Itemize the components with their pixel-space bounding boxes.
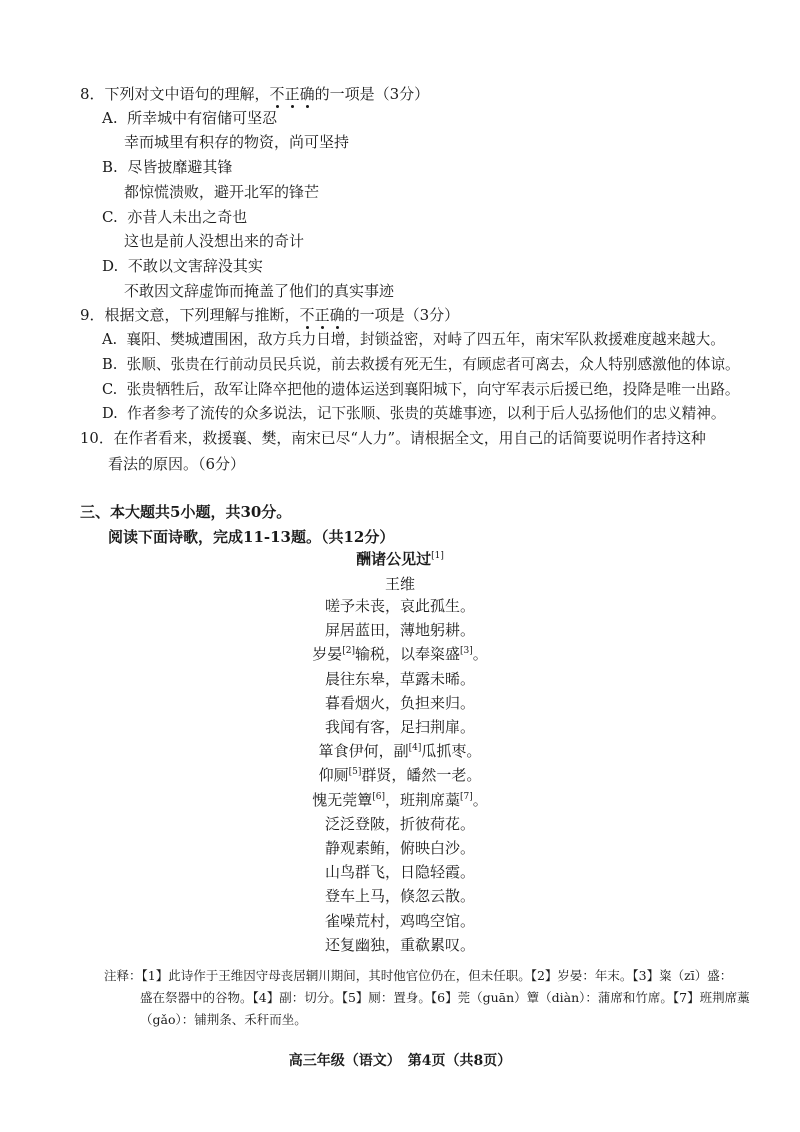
- footnote-ref: [7]: [460, 791, 473, 802]
- poem-line: [0, 886, 800, 906]
- poem-text: 仰厕: [318, 766, 349, 785]
- footnote-ref: [6]: [372, 791, 385, 802]
- poem-text: 山鸟群飞，日隐轻霞。: [324, 863, 475, 882]
- q10-stem-cont: 看法的原因。（6分）: [108, 455, 246, 473]
- page-footer: 高三年级（语文） 第4页（共8页）: [288, 1053, 512, 1069]
- poem-text: 我闻有客，足扫荆扉。: [324, 718, 475, 736]
- q8-option-b: B. 尽皆披靡避其锋: [102, 158, 233, 176]
- poem-text: 暮看烟火，负担来归。: [324, 693, 475, 712]
- emphasis-dot-char: 不: [269, 85, 285, 103]
- footnote-ref: [1]: [431, 551, 444, 561]
- q8-option-a: A. 所幸城中有宿储可坚忍: [102, 109, 278, 127]
- poem-line: [0, 838, 800, 858]
- poem-title: 酬诸公见过[1]: [356, 550, 444, 568]
- poem-line: [0, 790, 800, 810]
- annotation-line: 盛在祭器中的谷物。【4】副：切分。【5】厕：置身。【6】莞（guān）簟（diàn）：蒲席和竹席。【7】班荆席藁: [140, 990, 750, 1005]
- poem-line: [0, 765, 800, 785]
- poem-line: [0, 717, 800, 737]
- poem-text: 晨往东皋，草露未晞。: [324, 669, 475, 688]
- poem-text: 登车上马，倏忽云散。: [324, 887, 475, 906]
- footnote-ref: [5]: [348, 767, 362, 778]
- poem-text: 。: [472, 645, 488, 664]
- q8-option-b-meaning: 都惊慌溃败，避开北军的锋芒: [124, 183, 320, 201]
- footnote-ref: [4]: [408, 743, 422, 754]
- poem-line: [0, 935, 800, 955]
- poem-text: 瓜抓枣。: [421, 742, 482, 761]
- poem-line: [0, 620, 800, 640]
- q9-option-c: C. 张贵牺牲后，敌军让降卒把他的遗体运送到襄阳城下，向守军表示后援已绝，投降是唯一出路。: [102, 381, 740, 398]
- q9-option-b: B. 张顺、张贵在行前动员民兵说，前去救援有死无生，有顾虑者可离去，众人特别感激他的体谅。: [102, 356, 740, 373]
- q9-option-a: A. 襄阳、樊城遭围困，敌方兵力日增，封锁益密，对峙了四五年，南宋军队救援难度越来越大。: [102, 331, 725, 348]
- footnote-ref: [2]: [342, 646, 355, 657]
- emphasis-dot-char: 不: [299, 306, 315, 324]
- emphasis-dot-char: 正: [314, 306, 330, 324]
- poem-text: 岁晏: [312, 645, 343, 664]
- q9-stem: 9．根据文意，下列理解与推断，不正确的一项是（3分）: [80, 306, 460, 324]
- poem-line: [0, 814, 800, 834]
- section-heading: 三、本大题共5小题，共30分。: [80, 503, 292, 521]
- q9-option-d: D. 作者参考了流传的众多说法，记下张顺、张贵的英雄事迹，以利于后人弘扬他们的忠义精神。: [102, 405, 726, 422]
- poem-text: 还复幽独，重欷累叹。: [324, 935, 475, 954]
- poem-text: 泛泛登陂，折彼荷花。: [324, 814, 475, 833]
- poem-text: 输税，以奉粢盛: [354, 645, 460, 664]
- q10-stem: 10．在作者看来，救援襄、樊，南宋已尽“人力”。请根据全文，用自己的话简要说明作者持这种: [80, 430, 706, 447]
- poem-text: 愧无莞簟: [312, 790, 373, 809]
- poem-text: 嗟予未丧，哀此孤生。: [324, 597, 475, 615]
- poem-text: 雀噪荒村，鸡鸣空馆。: [324, 911, 475, 930]
- poem-text: 静观素鲔，俯映白沙。: [324, 839, 475, 857]
- poem-line: [0, 669, 800, 689]
- annotation-line: 注释：【1】此诗作于王维因守母丧居辋川期间，其时他官位仍在，但未任职。【2】岁晏：年末。【3】粢（zī）盛：: [104, 968, 733, 983]
- q8-option-c-meaning: 这也是前人没想出来的奇计: [124, 232, 305, 250]
- footnote-ref: [3]: [460, 646, 473, 657]
- section-intro: 阅读下面诗歌，完成11-13题。（共12分）: [108, 528, 395, 546]
- poem-text: 。: [472, 790, 488, 809]
- poem-line: [0, 693, 800, 713]
- q8-option-c: C. 亦昔人未出之奇也: [102, 208, 248, 226]
- q8-option-a-meaning: 幸而城里有积存的物资，尚可坚持: [124, 133, 350, 151]
- emphasis-dot-char: 正: [284, 85, 300, 103]
- q8-stem: 8．下列对文中语句的理解，不正确的一项是（3分）: [80, 85, 430, 103]
- poem-line: [0, 596, 800, 616]
- emphasis-dot-char: 确: [299, 85, 315, 103]
- poem-text: 屏居蓝田，薄地躬耕。: [324, 621, 475, 640]
- poem-line: [0, 741, 800, 761]
- poem-line: [0, 862, 800, 882]
- poem-line: [0, 644, 800, 664]
- annotation-line: （gǎo）：铺荆条、禾秆而坐。: [140, 1012, 307, 1027]
- poem-text: 群贤，皤然一老。: [361, 766, 482, 785]
- q8-option-d: D. 不敢以文害辞没其实: [102, 257, 263, 275]
- poem-author: 王维: [384, 575, 415, 593]
- emphasis-dot-char: 确: [329, 306, 345, 324]
- poem-line: [0, 911, 800, 931]
- poem-text: ，班荆席藁: [384, 790, 460, 809]
- poem-text: 箪食伊何，副: [318, 742, 409, 761]
- q8-option-d-meaning: 不敢因文辞虚饰而掩盖了他们的真实事迹: [124, 282, 395, 300]
